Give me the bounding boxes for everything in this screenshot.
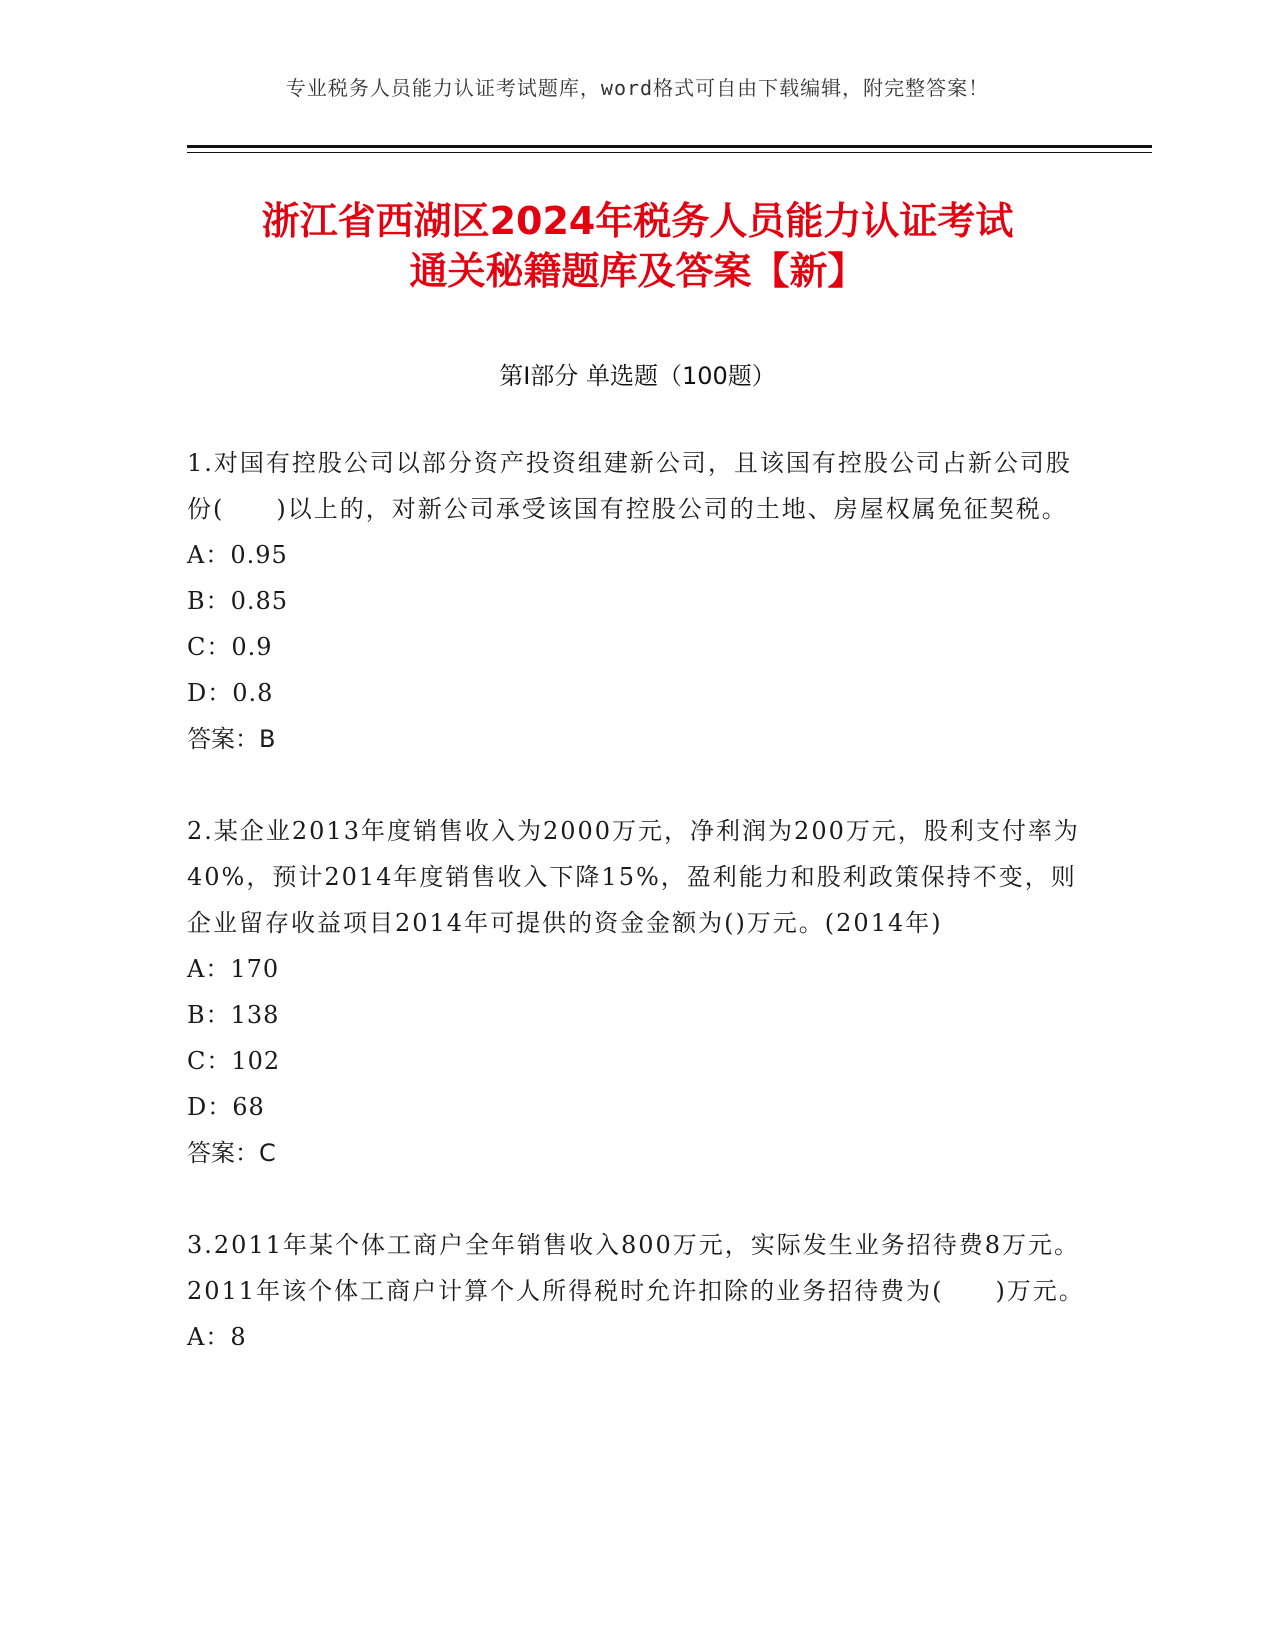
option-b: B：0.85 <box>187 587 289 615</box>
question-text: 2.某企业2013年度销售收入为2000万元，净利润为200万元，股利支付率为40%，预计2014年度销售收入下降15%，盈利能力和股利政策保持不变，则企业留存收益项目2014年可提供的资金金额为()万元。(2014年) <box>187 817 1080 937</box>
option-d: D：68 <box>187 1093 265 1121</box>
question-1 <box>187 440 1087 762</box>
question-text: 1.对国有控股公司以部分资产投资组建新公司，且该国有控股公司占新公司股份( )以上的，对新公司承受该国有控股公司的土地、房屋权属免征契税。 <box>187 449 1072 523</box>
header-divider-thin <box>187 152 1152 153</box>
option-a: A：0.95 <box>187 541 288 569</box>
option-c: C：0.9 <box>187 633 273 661</box>
option-c: C：102 <box>187 1047 281 1075</box>
title-line-1: 浙江省西湖区2024年税务人员能力认证考试 <box>261 199 1014 243</box>
header-note: 专业税务人员能力认证考试题库，word格式可自由下载编辑，附完整答案！ <box>285 76 990 100</box>
answer: 答案：C <box>187 1139 276 1167</box>
question-text: 3.2011年某个体工商户全年销售收入800万元，实际发生业务招待费8万元。2011年该个体工商户计算个人所得税时允许扣除的业务招待费为( )万元。 <box>187 1231 1085 1305</box>
question-list <box>187 440 1087 1406</box>
question-2 <box>187 808 1087 1176</box>
title-line-2: 通关秘籍题库及答案【新】 <box>409 249 866 293</box>
answer: 答案：B <box>187 725 276 753</box>
option-b: B：138 <box>187 1001 280 1029</box>
header-divider-thick <box>187 145 1152 148</box>
option-a: A：8 <box>187 1323 247 1351</box>
document-title <box>0 196 1275 296</box>
section-heading: 第Ⅰ部分 单选题（100题） <box>499 362 776 390</box>
option-d: D：0.8 <box>187 679 274 707</box>
option-a: A：170 <box>187 955 280 983</box>
question-3 <box>187 1222 1087 1360</box>
